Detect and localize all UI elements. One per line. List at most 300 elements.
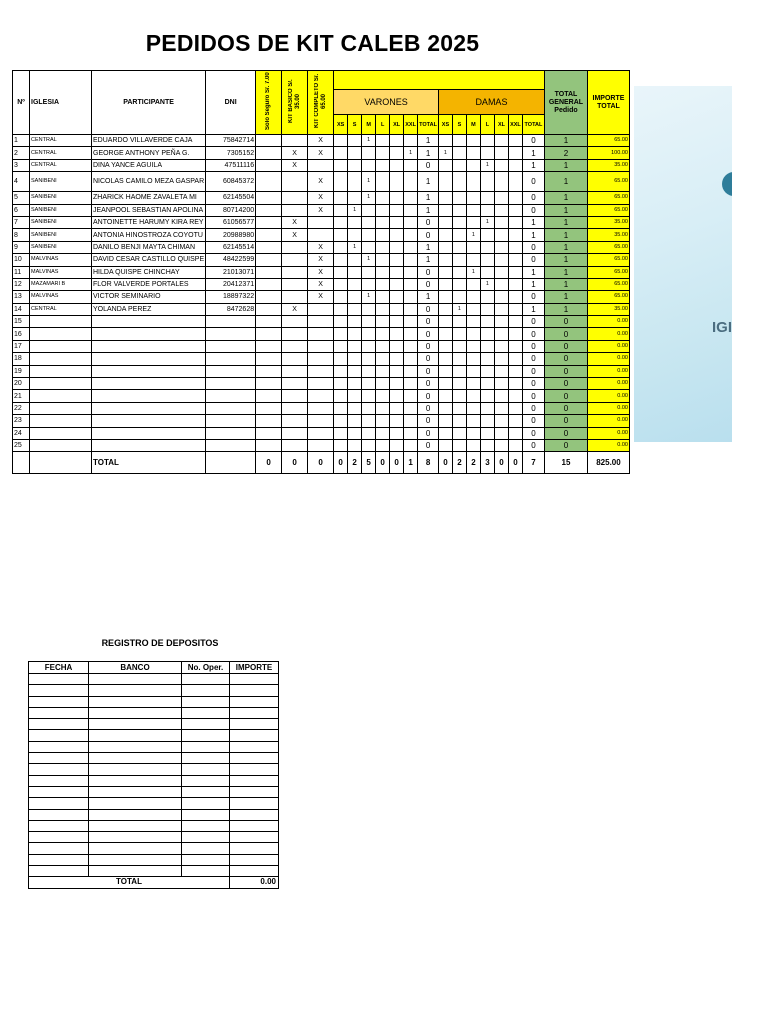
row-damas-size	[438, 229, 452, 241]
deposit-cell	[182, 707, 230, 718]
order-row	[13, 172, 630, 192]
deposit-cell	[230, 719, 279, 730]
row-solo-seguro	[256, 278, 282, 290]
row-number: 6	[13, 204, 30, 216]
deposits-title: REGISTRO DE DEPOSITOS	[101, 638, 219, 648]
row-participante	[92, 439, 206, 451]
row-damas-size	[480, 353, 494, 365]
row-iglesia	[30, 415, 92, 427]
row-iglesia: MALVINAS	[30, 254, 92, 266]
row-iglesia	[30, 353, 92, 365]
row-kit-completo	[308, 427, 334, 439]
row-varones-size	[404, 229, 418, 241]
totals-damas-size: 2	[452, 452, 466, 474]
row-kit-basico	[282, 328, 308, 340]
row-importe: 0.00	[587, 340, 629, 352]
deposit-cell	[230, 798, 279, 809]
row-total-general: 1	[544, 135, 587, 147]
row-number: 7	[13, 216, 30, 228]
row-kit-completo	[308, 340, 334, 352]
page-title: PEDIDOS DE KIT CALEB 2025	[145, 30, 480, 56]
row-varones-size	[362, 147, 376, 159]
deposit-cell	[89, 719, 182, 730]
row-importe: 0.00	[587, 328, 629, 340]
row-damas-size	[438, 340, 452, 352]
row-varones-size	[404, 427, 418, 439]
row-varones-size	[334, 316, 348, 328]
row-varones-size	[334, 390, 348, 402]
row-damas-size	[438, 172, 452, 192]
row-damas-size	[438, 159, 452, 171]
varones-size-header: S	[348, 115, 362, 135]
totals-damas-size: 0	[494, 452, 508, 474]
row-total-general: 1	[544, 254, 587, 266]
order-row	[13, 159, 630, 171]
row-importe: 65.00	[587, 135, 629, 147]
row-damas-size	[508, 316, 522, 328]
row-importe: 65.00	[587, 204, 629, 216]
row-damas-total: 0	[522, 378, 544, 390]
row-damas-size: 1	[452, 303, 466, 315]
row-varones-size	[334, 353, 348, 365]
row-number: 12	[13, 278, 30, 290]
row-importe: 100.00	[587, 147, 629, 159]
row-number: 19	[13, 365, 30, 377]
row-iglesia: MALVINAS	[30, 266, 92, 278]
row-damas-total: 1	[522, 303, 544, 315]
row-varones-size	[348, 303, 362, 315]
row-damas-size	[466, 241, 480, 253]
deposit-cell	[29, 719, 89, 730]
header-solo-seguro: Solo Seguro S/. 7.00	[256, 71, 282, 135]
row-kit-completo: X	[308, 291, 334, 303]
row-damas-size	[508, 402, 522, 414]
row-varones-size	[334, 159, 348, 171]
row-damas-size	[508, 229, 522, 241]
row-total-general: 1	[544, 278, 587, 290]
row-damas-size	[494, 135, 508, 147]
row-varones-size	[348, 254, 362, 266]
row-varones-size	[390, 216, 404, 228]
row-damas-size	[508, 241, 522, 253]
row-damas-size	[480, 254, 494, 266]
row-iglesia: SANIBENI	[30, 192, 92, 204]
row-iglesia: MALVINAS	[30, 291, 92, 303]
deposit-cell	[89, 843, 182, 854]
deposit-cell	[29, 764, 89, 775]
row-importe: 0.00	[587, 378, 629, 390]
row-damas-size	[494, 229, 508, 241]
row-varones-size	[348, 415, 362, 427]
row-kit-completo: X	[308, 204, 334, 216]
deposit-cell	[29, 753, 89, 764]
deposit-cell	[182, 674, 230, 685]
row-dni: 75842714	[206, 135, 256, 147]
header-varones: VARONES	[334, 89, 439, 114]
row-varones-size	[376, 390, 390, 402]
row-varones-size	[348, 328, 362, 340]
row-total-general: 0	[544, 340, 587, 352]
row-varones-size	[404, 278, 418, 290]
row-kit-basico	[282, 241, 308, 253]
row-varones-total: 1	[418, 135, 439, 147]
row-damas-size	[480, 192, 494, 204]
row-varones-size	[334, 254, 348, 266]
row-varones-size	[390, 365, 404, 377]
row-importe: 65.00	[587, 241, 629, 253]
row-varones-size	[334, 439, 348, 451]
row-varones-size	[376, 216, 390, 228]
row-damas-size: 1	[466, 266, 480, 278]
row-participante: DAVID CESAR CASTILLO QUISPE	[92, 254, 206, 266]
row-varones-size	[334, 192, 348, 204]
row-varones-size	[348, 365, 362, 377]
row-solo-seguro	[256, 316, 282, 328]
row-varones-size	[348, 316, 362, 328]
row-solo-seguro	[256, 135, 282, 147]
row-solo-seguro	[256, 172, 282, 192]
order-row	[13, 216, 630, 228]
row-dni: 8472628	[206, 303, 256, 315]
row-kit-basico: X	[282, 303, 308, 315]
deposit-cell	[182, 775, 230, 786]
row-number: 21	[13, 390, 30, 402]
row-iglesia	[30, 378, 92, 390]
row-varones-size: 1	[362, 291, 376, 303]
row-damas-total: 1	[522, 159, 544, 171]
row-varones-total: 0	[418, 353, 439, 365]
row-varones-size	[348, 135, 362, 147]
row-damas-total: 1	[522, 278, 544, 290]
row-damas-size	[480, 172, 494, 192]
deposit-cell	[89, 741, 182, 752]
row-damas-size	[494, 415, 508, 427]
row-varones-size	[362, 216, 376, 228]
row-varones-size	[404, 159, 418, 171]
row-varones-size	[348, 427, 362, 439]
row-varones-size: 1	[348, 241, 362, 253]
row-varones-size	[376, 340, 390, 352]
header-importe-total: IMPORTE TOTAL	[587, 71, 629, 135]
row-total-general: 1	[544, 241, 587, 253]
row-dni	[206, 439, 256, 451]
row-varones-size	[390, 328, 404, 340]
row-number: 10	[13, 254, 30, 266]
deposit-cell	[230, 707, 279, 718]
row-number: 16	[13, 328, 30, 340]
row-varones-total: 1	[418, 204, 439, 216]
row-kit-completo: X	[308, 172, 334, 192]
row-damas-total: 0	[522, 316, 544, 328]
row-damas-size	[452, 229, 466, 241]
row-varones-size	[334, 402, 348, 414]
row-kit-basico	[282, 278, 308, 290]
row-damas-size: 1	[438, 147, 452, 159]
row-damas-total: 0	[522, 291, 544, 303]
row-dni	[206, 353, 256, 365]
row-varones-size	[376, 328, 390, 340]
deposit-row	[29, 764, 279, 775]
row-varones-size	[390, 147, 404, 159]
row-damas-size	[494, 439, 508, 451]
row-varones-size	[404, 266, 418, 278]
row-damas-size	[508, 278, 522, 290]
row-damas-size	[480, 147, 494, 159]
row-damas-size	[494, 328, 508, 340]
row-varones-total: 0	[418, 402, 439, 414]
deposit-cell	[182, 832, 230, 843]
row-varones-size	[362, 204, 376, 216]
row-damas-size	[480, 415, 494, 427]
row-damas-size	[508, 192, 522, 204]
varones-size-header: XL	[390, 115, 404, 135]
deposit-cell	[182, 798, 230, 809]
row-varones-size	[348, 378, 362, 390]
deposit-cell	[89, 764, 182, 775]
totals-varones-size: 1	[404, 452, 418, 474]
row-varones-size	[334, 147, 348, 159]
row-varones-size	[362, 378, 376, 390]
row-varones-size	[334, 303, 348, 315]
row-damas-size	[438, 439, 452, 451]
row-solo-seguro	[256, 216, 282, 228]
row-kit-completo: X	[308, 192, 334, 204]
row-total-general: 0	[544, 402, 587, 414]
deposit-cell	[182, 809, 230, 820]
row-kit-completo	[308, 378, 334, 390]
row-damas-size	[508, 216, 522, 228]
row-solo-seguro	[256, 328, 282, 340]
row-damas-size	[466, 216, 480, 228]
deposit-row	[29, 685, 279, 696]
row-iglesia	[30, 390, 92, 402]
row-varones-size	[390, 439, 404, 451]
row-dni	[206, 427, 256, 439]
row-varones-size	[362, 340, 376, 352]
deposit-cell	[89, 786, 182, 797]
row-damas-size	[466, 278, 480, 290]
row-varones-size	[376, 303, 390, 315]
deposit-row	[29, 809, 279, 820]
row-kit-basico	[282, 439, 308, 451]
row-varones-size	[390, 159, 404, 171]
row-damas-size	[452, 278, 466, 290]
row-kit-basico	[282, 365, 308, 377]
deposit-total-value: 0.00	[230, 877, 279, 888]
row-varones-size	[376, 135, 390, 147]
deposit-row	[29, 832, 279, 843]
row-kit-completo	[308, 390, 334, 402]
deposit-cell	[29, 730, 89, 741]
row-varones-size	[334, 328, 348, 340]
row-kit-basico: X	[282, 216, 308, 228]
row-damas-size	[438, 278, 452, 290]
row-importe: 65.00	[587, 291, 629, 303]
row-iglesia: SANIBENI	[30, 216, 92, 228]
row-varones-total: 1	[418, 147, 439, 159]
totals-label: TOTAL	[92, 452, 206, 474]
row-damas-size	[466, 147, 480, 159]
damas-size-header: M	[466, 115, 480, 135]
row-varones-size	[404, 316, 418, 328]
order-row	[13, 241, 630, 253]
row-varones-size	[390, 340, 404, 352]
row-kit-completo	[308, 415, 334, 427]
row-damas-total: 0	[522, 353, 544, 365]
row-solo-seguro	[256, 159, 282, 171]
row-number: 23	[13, 415, 30, 427]
row-damas-size	[494, 378, 508, 390]
row-kit-completo	[308, 316, 334, 328]
row-varones-size	[362, 353, 376, 365]
row-damas-size	[480, 439, 494, 451]
row-damas-size	[508, 378, 522, 390]
row-iglesia: SANIBENI	[30, 241, 92, 253]
row-varones-size	[376, 147, 390, 159]
row-damas-size	[438, 427, 452, 439]
row-damas-size	[452, 390, 466, 402]
order-row	[13, 402, 630, 414]
row-varones-total: 0	[418, 427, 439, 439]
row-importe: 0.00	[587, 353, 629, 365]
row-varones-size	[404, 439, 418, 451]
deposit-cell	[89, 798, 182, 809]
row-kit-completo	[308, 328, 334, 340]
row-damas-size	[494, 254, 508, 266]
row-damas-size	[466, 378, 480, 390]
deposit-cell	[230, 854, 279, 865]
row-participante: NICOLAS CAMILO MEZA GASPAR	[92, 172, 206, 192]
row-solo-seguro	[256, 254, 282, 266]
deposit-cell	[182, 820, 230, 831]
row-kit-completo	[308, 439, 334, 451]
row-importe: 65.00	[587, 192, 629, 204]
row-number: 5	[13, 192, 30, 204]
row-damas-size	[466, 427, 480, 439]
deposit-cell	[182, 696, 230, 707]
row-damas-size	[494, 159, 508, 171]
row-damas-size	[452, 192, 466, 204]
deposit-cell	[89, 809, 182, 820]
row-varones-size	[390, 192, 404, 204]
deposit-row	[29, 741, 279, 752]
row-damas-size	[480, 378, 494, 390]
row-varones-size	[334, 427, 348, 439]
row-varones-size	[334, 365, 348, 377]
row-varones-size	[404, 172, 418, 192]
row-varones-size	[376, 427, 390, 439]
row-dni	[206, 402, 256, 414]
row-dni: 62145504	[206, 192, 256, 204]
row-varones-size	[390, 229, 404, 241]
deposit-cell	[89, 866, 182, 877]
totals-blank	[13, 452, 30, 474]
row-iglesia: MAZAMARI B	[30, 278, 92, 290]
header-iglesia: IGLESIA	[30, 71, 92, 135]
row-damas-total: 1	[522, 216, 544, 228]
row-importe: 0.00	[587, 439, 629, 451]
row-varones-size	[376, 278, 390, 290]
row-participante: GEORGE ANTHONY PEÑA G.	[92, 147, 206, 159]
damas-size-header: XL	[494, 115, 508, 135]
row-damas-size	[480, 204, 494, 216]
row-varones-size	[348, 159, 362, 171]
row-iglesia: CENTRAL	[30, 303, 92, 315]
row-varones-size	[348, 147, 362, 159]
row-total-general: 0	[544, 390, 587, 402]
row-varones-total: 0	[418, 266, 439, 278]
row-damas-total: 1	[522, 147, 544, 159]
row-damas-size	[494, 204, 508, 216]
row-varones-size	[334, 204, 348, 216]
row-damas-size: 1	[466, 229, 480, 241]
row-varones-size	[404, 365, 418, 377]
row-damas-size	[438, 316, 452, 328]
row-participante: DANILO BENJI MAYTA CHIMAN	[92, 241, 206, 253]
row-varones-size	[404, 328, 418, 340]
row-kit-basico	[282, 402, 308, 414]
row-varones-size	[334, 241, 348, 253]
row-total-general: 0	[544, 439, 587, 451]
row-varones-size	[348, 172, 362, 192]
deposit-cell	[29, 843, 89, 854]
row-varones-size	[334, 415, 348, 427]
row-kit-basico	[282, 316, 308, 328]
row-dni: 21013071	[206, 266, 256, 278]
deposit-cell	[89, 775, 182, 786]
deposit-cell	[89, 832, 182, 843]
row-solo-seguro	[256, 378, 282, 390]
order-row	[13, 291, 630, 303]
deposit-cell	[182, 753, 230, 764]
row-participante	[92, 353, 206, 365]
varones-size-header: XXL	[404, 115, 418, 135]
row-varones-total: 0	[418, 159, 439, 171]
deposit-cell	[230, 764, 279, 775]
row-damas-size	[466, 353, 480, 365]
row-solo-seguro	[256, 229, 282, 241]
row-dni: 47511116	[206, 159, 256, 171]
row-varones-size	[390, 204, 404, 216]
totals-damas-size: 0	[438, 452, 452, 474]
row-varones-size	[390, 378, 404, 390]
row-dni: 20988980	[206, 229, 256, 241]
row-iglesia: CENTRAL	[30, 135, 92, 147]
row-solo-seguro	[256, 353, 282, 365]
row-iglesia: SANIBENI	[30, 204, 92, 216]
row-number: 14	[13, 303, 30, 315]
row-damas-size	[494, 316, 508, 328]
totals-varones-size: 0	[376, 452, 390, 474]
row-varones-size	[390, 254, 404, 266]
totals-damas-total: 7	[522, 452, 544, 474]
row-damas-size	[466, 254, 480, 266]
row-damas-size	[466, 402, 480, 414]
row-solo-seguro	[256, 390, 282, 402]
row-total-general: 1	[544, 303, 587, 315]
row-varones-size	[362, 328, 376, 340]
row-solo-seguro	[256, 266, 282, 278]
row-damas-size	[508, 390, 522, 402]
deposit-cell	[29, 707, 89, 718]
row-damas-total: 0	[522, 439, 544, 451]
row-participante: FLOR VALVERDE PORTALES	[92, 278, 206, 290]
row-kit-basico	[282, 415, 308, 427]
deposit-cell	[182, 764, 230, 775]
row-damas-size	[438, 390, 452, 402]
order-row	[13, 229, 630, 241]
header-kit-basico: KIT BASICO S/. 35.00	[282, 71, 308, 135]
